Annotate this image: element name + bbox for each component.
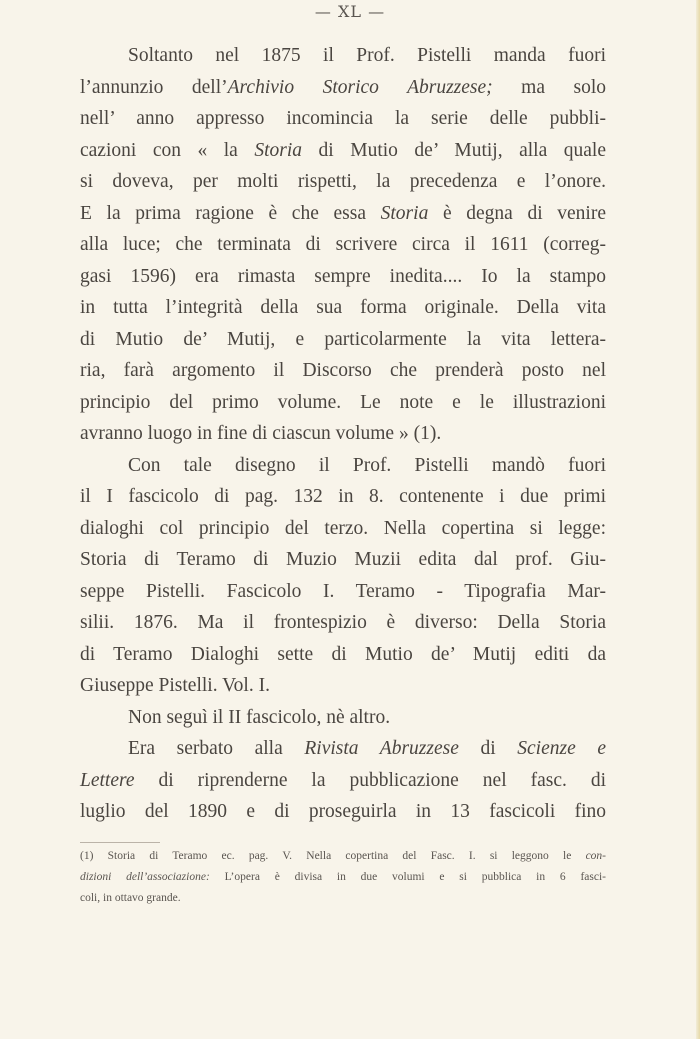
footnote-italic: dizioni dell’associazione:: [80, 871, 210, 883]
body-text: [80, 40, 606, 828]
journal-title-italic: Rivista Abruzzese: [304, 738, 459, 759]
footnote-divider: [80, 842, 160, 843]
text-line: nell’ anno appresso incomincia la serie delle pubbli-: [80, 108, 606, 129]
text-line: in tutta l’integrità della sua forma originale. Della vita: [80, 297, 606, 318]
text-span: L’opera è divisa in due volumi e si pubblica in 6 fasci-: [209, 871, 606, 883]
page-number-header: — XL —: [314, 2, 386, 21]
text-span: Era serbato alla: [128, 738, 305, 759]
text-line: [80, 765, 606, 797]
footnote-italic: con-: [585, 850, 606, 862]
storia-italic: Storia: [380, 202, 429, 224]
text-line: il I fascicolo di pag. 132 in 8. contenente i due primi: [80, 486, 606, 507]
journal-title-italic: Archivio Storico Abruzzese;: [227, 76, 493, 98]
storia-italic: Storia: [254, 139, 303, 161]
text-line: silii. 1876. Ma il frontespizio è diverso: Della Storia: [80, 612, 606, 633]
journal-title-italic: Lettere: [80, 769, 135, 791]
page-edge: [696, 0, 700, 1039]
text-line: di Mutio de’ Mutij, e particolarmente la vita lettera-: [80, 328, 606, 350]
text-line: [80, 198, 606, 230]
text-span: l’annunzio dell’: [80, 76, 228, 98]
text-line: Giuseppe Pistelli. Vol. I.: [80, 675, 270, 696]
footnote: [80, 846, 606, 909]
text-line: si doveva, per molti rispetti, la precedenza e l’onore.: [80, 171, 606, 192]
text-line: Con tale disegno il Prof. Pistelli mandò fuori: [128, 454, 606, 476]
text-span: di: [458, 738, 518, 759]
text-line: Non seguì il II fascicolo, nè altro.: [128, 706, 391, 728]
text-line: Soltanto nel 1875 il Prof. Pistelli manda fuori: [128, 45, 606, 66]
text-span: (1) Storia di Teramo ec. pag. V. Nella copertina del Fasc. I. si leggono le: [80, 850, 586, 862]
text-line: [80, 72, 606, 104]
text-line: Storia di Teramo di Muzio Muzii edita dal prof. Giu-: [80, 549, 606, 570]
footnote-line: [80, 867, 606, 888]
text-span: ma solo: [492, 76, 606, 98]
footnote-line: coli, in ottavo grande.: [80, 892, 181, 904]
text-span: di Mutio de’ Mutij, alla quale: [302, 139, 606, 161]
text-span: è degna di venire: [428, 202, 606, 224]
text-span: di riprenderne la pubblicazione nel fasc. di: [134, 769, 606, 791]
text-line: di Teramo Dialoghi sette di Mutio de’ Mutij editi da: [80, 643, 606, 665]
text-line: luglio del 1890 e di proseguirla in 13 fascicoli fino: [80, 801, 606, 822]
text-line: alla luce; che terminata di scrivere circa il 1611 (correg-: [80, 234, 606, 255]
text-line: gasi 1596) era rimasta sempre inedita.... Io la stampo: [80, 265, 606, 287]
text-line: dialoghi col principio del terzo. Nella copertina si legge:: [80, 517, 606, 539]
footnote-line: [80, 846, 606, 867]
text-span: cazioni con « la: [80, 139, 255, 161]
text-line: principio del primo volume. Le note e le illustrazioni: [80, 391, 606, 413]
text-line: [80, 733, 606, 765]
text-line: [80, 135, 606, 167]
journal-title-italic: Scienze e: [517, 738, 607, 759]
text-line: ria, farà argomento il Discorso che prenderà posto nel: [80, 360, 606, 381]
text-line: seppe Pistelli. Fascicolo I. Teramo - Tipografia Mar-: [80, 580, 606, 602]
text-line: avranno luogo in fine di ciascun volume » (1).: [80, 423, 442, 444]
text-span: E la prima ragione è che essa: [80, 202, 381, 224]
